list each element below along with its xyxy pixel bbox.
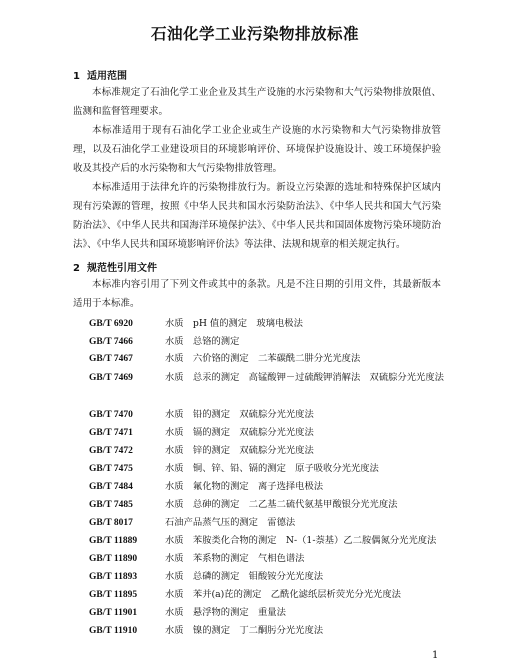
reference-item [89, 514, 444, 533]
section-number: 2 [73, 263, 80, 274]
reference-item [89, 350, 444, 369]
section-title: 适用范围 [87, 71, 127, 82]
reference-item [89, 478, 444, 497]
reference-item [89, 568, 444, 587]
paragraph: 本标准规定了石油化学工业企业及其生产设施的水污染物和大气污染物排放限值、监测和监督管理要求。 [73, 87, 441, 117]
standard-code: GB/T 7466 [89, 337, 133, 347]
section-number: 1 [73, 71, 80, 82]
standard-code: GB/T 11893 [89, 572, 138, 582]
standard-code: GB/T 7467 [89, 354, 133, 364]
standard-description: 水质 氟化物的测定 离子选择电极法 [165, 481, 324, 492]
standard-description: 水质 pH 值的测定 玻璃电极法 [165, 318, 303, 329]
page-title: 石油化学工业污染物排放标准 [150, 25, 359, 43]
reference-item [89, 586, 444, 605]
paragraph: 本标准适用于现有石油化学工业企业或生产设施的水污染物和大气污染物排放管理，以及石油化学工业建设项目的环境影响评价、环境保护设施设计、竣工环境保护验收及其投产后的水污染物和大气污染物排放管理。 [73, 125, 441, 174]
reference-item [89, 496, 444, 515]
standard-code: GB/T 7472 [89, 446, 133, 456]
standard-code: GB/T 7470 [89, 410, 133, 420]
standard-description: 水质 总磷的测定 钼酸铵分光光度法 [165, 571, 324, 582]
standard-description: 水质 镍的测定 丁二酮肟分光光度法 [165, 625, 324, 636]
standard-description: 水质 苯并(a)芘的测定 乙酰化滤纸层析荧光分光光度法 [165, 589, 401, 600]
standard-code: GB/T 7484 [89, 482, 133, 492]
standard-description: 水质 锌的测定 双硫腙分光光度法 [165, 445, 314, 456]
standard-code: GB/T 7469 [89, 373, 133, 383]
standard-description: 水质 苯胺类化合物的测定 N-（1-萘基）乙二胺偶氮分光光度法 [165, 535, 437, 546]
reference-item [89, 333, 444, 352]
standard-code: GB/T 11889 [89, 536, 138, 546]
reference-item [89, 315, 444, 334]
paragraph: 本标准内容引用了下列文件或其中的条款。凡是不注日期的引用文件，其最新版本适用于本标准。 [73, 279, 441, 309]
standard-description: 水质 苯系物的测定 气相色谱法 [165, 553, 305, 564]
section-title: 规范性引用文件 [87, 263, 157, 274]
standard-code: GB/T 8017 [89, 518, 133, 528]
standard-code: GB/T 11910 [89, 626, 138, 636]
reference-item [89, 604, 444, 623]
standard-description: 石油产品蒸气压的测定 雷德法 [165, 517, 296, 528]
standard-description: 水质 总砷的测定 二乙基二硫代氨基甲酸银分光光度法 [165, 499, 398, 510]
standard-code: GB/T 7485 [89, 500, 133, 510]
standard-description: 水质 六价铬的测定 二苯碳酰二肼分光光度法 [165, 353, 361, 364]
standard-description: 水质 总铬的测定 [165, 336, 240, 347]
reference-item [89, 460, 444, 479]
paragraph: 本标准适用于法律允许的污染物排放行为。新设立污染源的选址和特殊保护区域内现有污染源的管理，按照《中华人民共和国水污染防治法》、《中华人民共和国大气污染防治法》、《中华人民共和国海洋环境保护法》、《中华人民共和国固体废物污染环境防治法》、《中华人民共和国环境影响评价法》等法律、法规和规章的相关规定执行。 [73, 182, 441, 250]
reference-item [89, 622, 444, 641]
reference-item [89, 424, 444, 443]
reference-item [89, 406, 444, 425]
standard-description: 水质 铜、锌、铅、镉的测定 原子吸收分光光度法 [165, 463, 379, 474]
section-heading-scope [73, 67, 127, 82]
standard-code: GB/T 11895 [89, 590, 138, 600]
standard-code: GB/T 11901 [89, 608, 138, 618]
standard-description: 水质 总汞的测定 高锰酸钾－过硫酸钾消解法 双硫腙分光光度法 [165, 372, 444, 383]
standard-description: 水质 镉的测定 双硫腙分光光度法 [165, 427, 314, 438]
reference-item [89, 532, 444, 551]
standard-code: GB/T 7471 [89, 428, 133, 438]
standard-description: 水质 悬浮物的测定 重量法 [165, 607, 286, 618]
standard-code: GB/T 11890 [89, 554, 138, 564]
section-heading-references [73, 259, 157, 274]
standard-code: GB/T 7475 [89, 464, 133, 474]
reference-item [89, 550, 444, 569]
reference-item [89, 369, 444, 388]
page-number: 1 [432, 650, 439, 661]
standard-description: 水质 铅的测定 双硫腙分光光度法 [165, 409, 314, 420]
reference-item [89, 442, 444, 461]
standard-code: GB/T 6920 [89, 319, 133, 329]
